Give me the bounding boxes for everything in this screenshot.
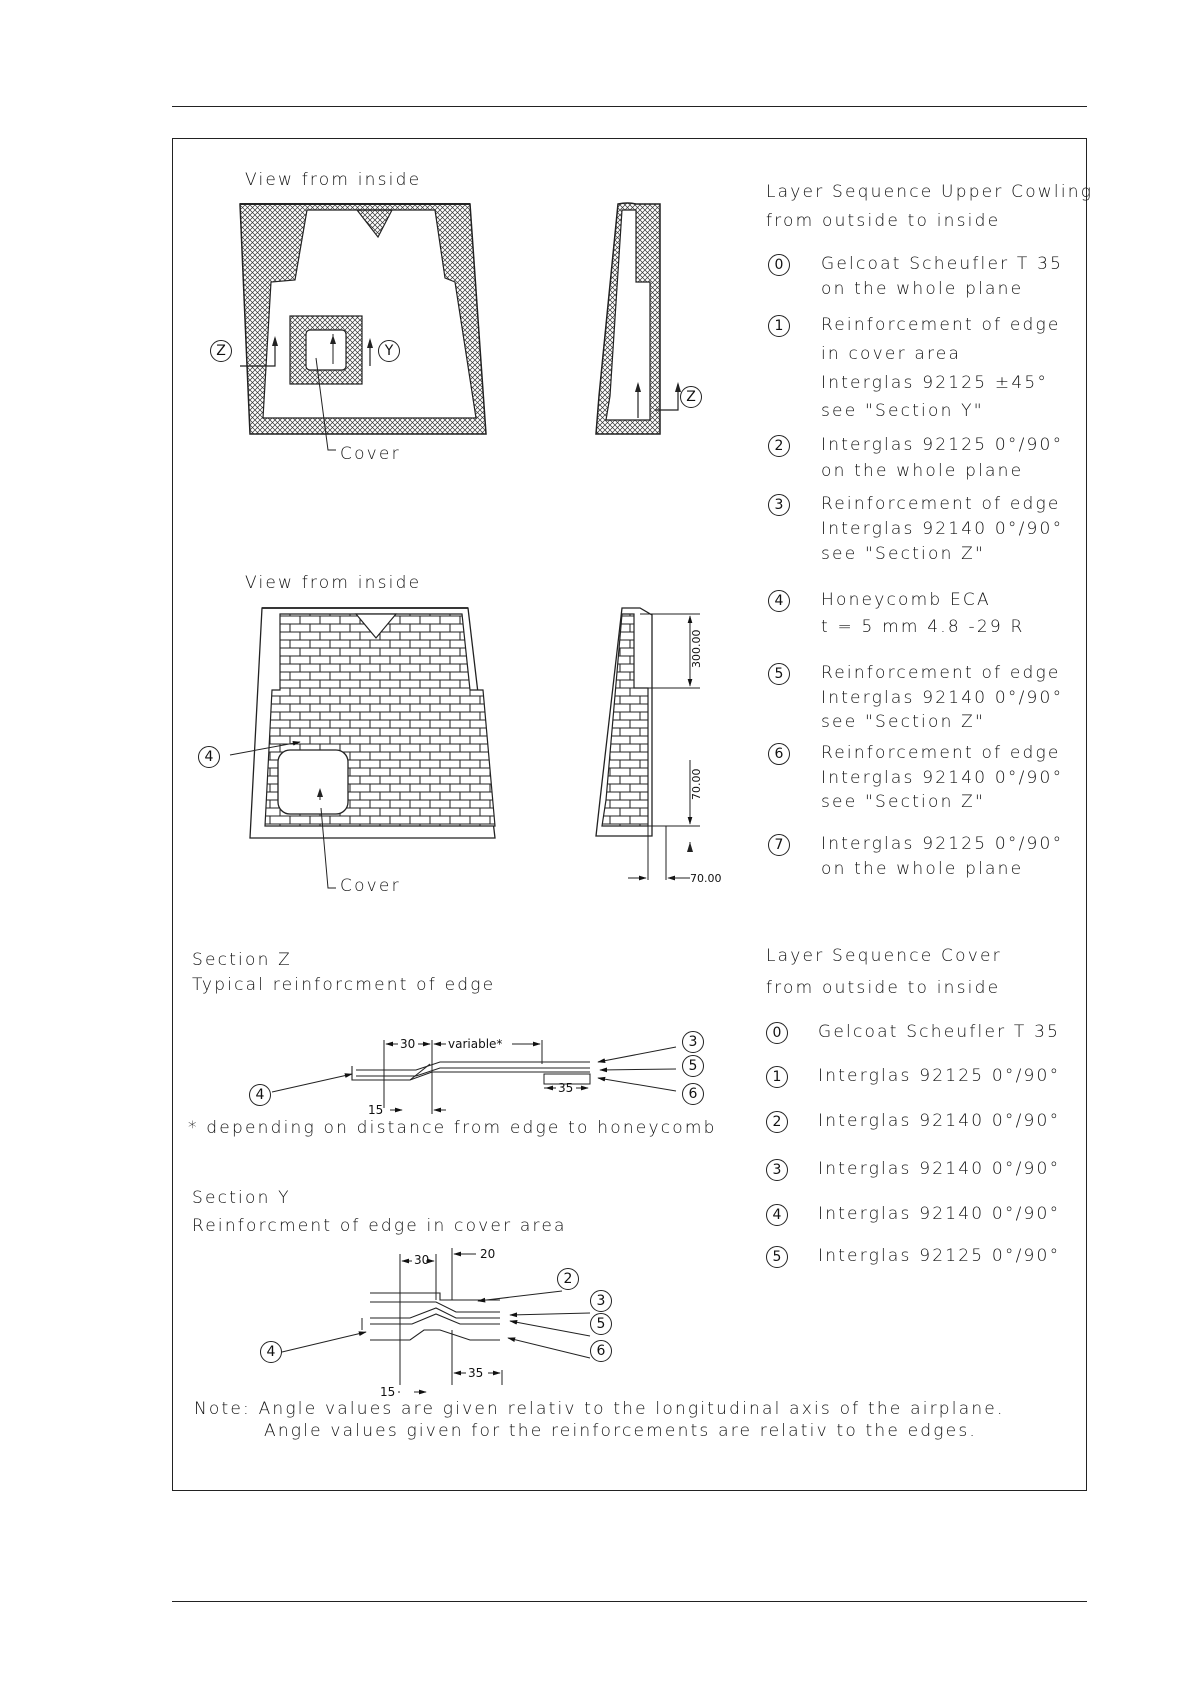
section-z-callout-5: 5 xyxy=(682,1055,704,1077)
section-y-diagram xyxy=(282,1247,590,1399)
section-y-callout-4: 4 xyxy=(260,1341,282,1363)
section-y-dim-30: 30 xyxy=(414,1253,430,1267)
marker-z-top: Z xyxy=(210,340,232,362)
bottom-view-title: View from inside xyxy=(245,573,422,593)
section-y-title: Section Y xyxy=(192,1188,291,1208)
layer-line: Interglas 92125 0°/90° xyxy=(821,435,1064,455)
section-z-callout-4: 4 xyxy=(249,1084,271,1106)
layer-line: see "Section Z" xyxy=(821,712,986,732)
top-cover-label: Cover xyxy=(340,444,401,464)
section-y-callout-5: 5 xyxy=(590,1313,612,1335)
bottom-cover-label: Cover xyxy=(340,876,401,896)
dim-300: 300.00 xyxy=(690,629,703,668)
layer-line: on the whole plane xyxy=(821,279,1024,299)
layer-line: see "Section Z" xyxy=(821,544,986,564)
layer-line: Interglas 92125 ±45° xyxy=(821,373,1049,393)
top-front-view xyxy=(240,204,486,450)
bottom-front-view xyxy=(230,608,495,888)
section-y-dim-15: 15 xyxy=(380,1385,396,1399)
layer-num: 0 xyxy=(768,254,790,276)
section-y-callout-6: 6 xyxy=(590,1340,612,1362)
layer-num: 3 xyxy=(768,494,790,516)
layer-line: Reinforcement of edge xyxy=(821,743,1061,763)
cover-subtitle: from outside to inside xyxy=(766,978,1001,998)
layer-line: on the whole plane xyxy=(821,859,1024,879)
callout-honeycomb: 4 xyxy=(198,746,220,768)
layer-num: 5 xyxy=(768,663,790,685)
note-line-1: Note: Angle values are given relativ to the longitudinal axis of the airplane. xyxy=(194,1399,1005,1419)
section-z-callout-3: 3 xyxy=(682,1031,704,1053)
section-y-dim-20: 20 xyxy=(480,1247,496,1261)
cover-layer-text: Interglas 92140 0°/90° xyxy=(818,1159,1061,1179)
top-view-title: View from inside xyxy=(245,170,422,190)
layer-num: 7 xyxy=(768,834,790,856)
cover-layer-text: Interglas 92125 0°/90° xyxy=(818,1246,1061,1266)
section-z-subtitle: Typical reinforcment of edge xyxy=(192,975,496,995)
layer-line: Interglas 92140 0°/90° xyxy=(821,519,1064,539)
cover-layer-num: 1 xyxy=(766,1066,788,1088)
layer-line: on the whole plane xyxy=(821,461,1024,481)
cover-layer-text: Interglas 92140 0°/90° xyxy=(818,1204,1061,1224)
dim-70-vertical: 70.00 xyxy=(690,768,703,800)
cover-layer-num: 5 xyxy=(766,1246,788,1268)
layer-num: 6 xyxy=(768,743,790,765)
upper-cowling-subtitle: from outside to inside xyxy=(766,211,1001,231)
section-z-footnote: * depending on distance from edge to honeycomb xyxy=(188,1118,717,1138)
cover-layer-num: 2 xyxy=(766,1111,788,1133)
section-y-dim-35: 35 xyxy=(468,1366,484,1380)
layer-line: Interglas 92125 0°/90° xyxy=(821,834,1064,854)
section-y-subtitle: Reinforcment of edge in cover area xyxy=(192,1216,567,1236)
cover-layer-text: Interglas 92140 0°/90° xyxy=(818,1111,1061,1131)
marker-z-side: Z xyxy=(680,386,702,408)
layer-line: Reinforcement of edge xyxy=(821,494,1061,514)
section-y-callout-2: 2 xyxy=(557,1268,579,1290)
layer-line: Reinforcement of edge xyxy=(821,663,1061,683)
section-z-dim-15: 15 xyxy=(368,1103,384,1117)
cover-layer-num: 0 xyxy=(766,1022,788,1044)
section-y-callout-3: 3 xyxy=(590,1290,612,1312)
layer-line: in cover area xyxy=(821,344,962,364)
cover-layer-text: Gelcoat Scheufler T 35 xyxy=(818,1022,1061,1042)
layer-line: t = 5 mm 4.8 -29 R xyxy=(821,617,1025,637)
layer-line: Reinforcement of edge xyxy=(821,315,1061,335)
layer-num: 4 xyxy=(768,590,790,612)
top-side-view xyxy=(596,203,681,434)
dim-70-horizontal: 70.00 xyxy=(690,872,722,885)
bottom-side-view xyxy=(596,608,722,885)
cover-layer-num: 3 xyxy=(766,1159,788,1181)
marker-y: Y xyxy=(378,340,400,362)
cover-layer-num: 4 xyxy=(766,1204,788,1226)
section-z-dim-35: 35 xyxy=(558,1081,574,1095)
layer-num: 2 xyxy=(768,435,790,457)
upper-cowling-title: Layer Sequence Upper Cowling xyxy=(766,182,1094,202)
section-z-callout-6: 6 xyxy=(682,1083,704,1105)
layer-num: 1 xyxy=(768,315,790,337)
layer-line: see "Section Y" xyxy=(821,401,984,421)
layer-line: Interglas 92140 0°/90° xyxy=(821,688,1064,708)
section-z-title: Section Z xyxy=(192,950,293,970)
section-z-diagram xyxy=(272,1037,676,1117)
cover-title: Layer Sequence Cover xyxy=(766,946,1002,966)
layer-line: Gelcoat Scheufler T 35 xyxy=(821,254,1064,274)
section-z-dim-30: 30 xyxy=(400,1037,416,1051)
layer-line: Honeycomb ECA xyxy=(821,590,991,610)
layer-line: see "Section Z" xyxy=(821,792,986,812)
section-z-dim-variable: variable* xyxy=(448,1037,503,1051)
note-line-2: Angle values given for the reinforcements are relativ to the edges. xyxy=(264,1421,977,1441)
cover-layer-text: Interglas 92125 0°/90° xyxy=(818,1066,1061,1086)
layer-line: Interglas 92140 0°/90° xyxy=(821,768,1064,788)
